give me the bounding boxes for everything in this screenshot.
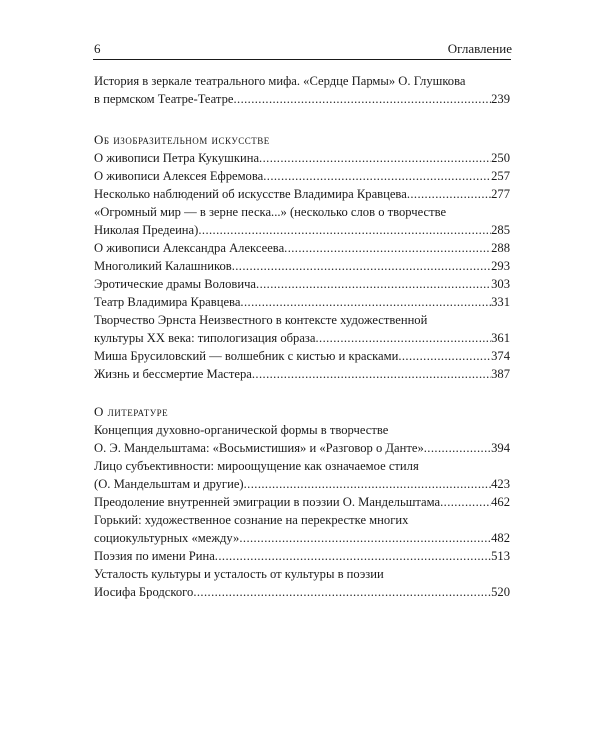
section-title-literature: О литературе: [94, 404, 169, 419]
toc-page-number: 293: [491, 259, 510, 273]
toc-entry-last-line: [94, 493, 510, 511]
toc-page-number: 387: [491, 367, 510, 381]
toc-entry[interactable]: [94, 365, 510, 383]
toc-page-number: 394: [491, 441, 510, 455]
toc-entry[interactable]: [94, 167, 510, 185]
toc-entry-last-line: [94, 529, 510, 547]
toc-entry[interactable]: [94, 565, 510, 601]
toc-entry-last-line: [94, 583, 510, 601]
toc-entry-last-line: [94, 275, 510, 293]
dot-leader: [244, 475, 491, 493]
toc-entry-text: Иосифа Бродского: [94, 585, 194, 599]
toc-entry-text: О. Э. Мандельштама: «Восьмистишия» и «Разговор о Данте»: [94, 441, 424, 455]
dot-leader: [252, 365, 491, 383]
toc-page-number: 361: [491, 331, 510, 345]
toc-entry-text: Жизнь и бессмертие Мастера: [94, 367, 252, 381]
dot-leader: [315, 329, 491, 347]
toc-entry[interactable]: [94, 275, 510, 293]
dot-leader: [263, 167, 491, 185]
toc-entry[interactable]: [94, 547, 510, 565]
toc-entry[interactable]: [94, 493, 510, 511]
dot-leader: [233, 90, 491, 108]
toc-entry-last-line: [94, 239, 510, 257]
toc-entry-last-line: [94, 90, 510, 108]
running-head-title: Оглавление: [447, 41, 512, 56]
toc-page-number: 423: [491, 477, 510, 491]
toc-entry[interactable]: [94, 511, 510, 547]
dot-leader: [256, 275, 491, 293]
toc-page-number: 277: [491, 187, 510, 201]
toc-entry-text: Многоликий Калашников: [94, 259, 232, 273]
toc-page-number: 374: [491, 349, 510, 363]
toc-entry[interactable]: [94, 421, 510, 457]
toc-page-number: 288: [491, 241, 510, 255]
toc-entry[interactable]: [94, 457, 510, 493]
toc-page-number: 331: [491, 295, 510, 309]
toc-page-number: 513: [491, 549, 510, 563]
dot-leader: [424, 439, 491, 457]
toc-entry-line: Творчество Эрнста Неизвестного в контексте художественной: [94, 313, 428, 327]
toc-entry-last-line: [94, 293, 510, 311]
toc-entry[interactable]: [94, 347, 510, 365]
toc-entry-last-line: [94, 149, 510, 167]
toc-entry-text: Театр Владимира Кравцева: [94, 295, 241, 309]
dot-leader: [193, 583, 491, 601]
toc-page-number: 239: [491, 92, 510, 106]
toc-entry[interactable]: [94, 239, 510, 257]
dot-leader: [398, 347, 491, 365]
toc-entry-text: Поэзия по имени Рина: [94, 549, 215, 563]
toc-page-number: 482: [491, 531, 510, 545]
toc-entry[interactable]: [94, 311, 510, 347]
toc-entry-last-line: [94, 439, 510, 457]
toc-entry-text: Несколько наблюдений об искусстве Владимира Кравцева: [94, 187, 407, 201]
dot-leader: [215, 547, 491, 565]
toc-page-number: 520: [491, 585, 510, 599]
toc-entry-last-line: [94, 475, 510, 493]
toc-entry-text: О живописи Александра Алексеева: [94, 241, 285, 255]
toc-page-number: 250: [491, 151, 510, 165]
toc-entry-line: «Огромный мир — в зерне песка...» (несколько слов о творчестве: [94, 205, 447, 219]
toc-entry-text: Николая Предеина): [94, 223, 199, 237]
header-rule: [93, 59, 511, 60]
toc-page-number: 303: [491, 277, 510, 291]
toc-entry-text: социокультурных «между»: [94, 531, 240, 545]
toc-entry-text: культуры XX века: типологизация образа: [94, 331, 316, 345]
toc-entry-last-line: [94, 547, 510, 565]
toc-entry-text: в пермском Театре-Театре: [94, 92, 234, 106]
toc-entry[interactable]: [94, 149, 510, 167]
toc-entry-text: Эротические драмы Воловича: [94, 277, 257, 291]
toc-entry-last-line: [94, 221, 510, 239]
toc-entry-line: Концепция духовно-органической формы в творчестве: [94, 423, 389, 437]
dot-leader: [232, 257, 491, 275]
toc-entry-text: О живописи Петра Кукушкина: [94, 151, 260, 165]
toc-entry-last-line: [94, 347, 510, 365]
dot-leader: [440, 493, 491, 511]
dot-leader: [284, 239, 491, 257]
toc-entry-text: О живописи Алексея Ефремова: [94, 169, 264, 183]
dot-leader: [259, 149, 491, 167]
toc-entry-last-line: [94, 257, 510, 275]
toc-entry-last-line: [94, 329, 510, 347]
toc-entry-line: Усталость культуры и усталость от культуры в поэзии: [94, 567, 384, 581]
toc-entry-text: Миша Брусиловский — волшебник с кистью и красками: [94, 349, 399, 363]
toc-entry[interactable]: [94, 203, 510, 239]
toc-entry-last-line: [94, 167, 510, 185]
toc-entry-last-line: [94, 185, 510, 203]
section-title-visual-art: Об изобразительном искусстве: [94, 132, 270, 147]
dot-leader: [198, 221, 491, 239]
toc-entry-line: История в зеркале театрального мифа. «Сердце Пармы» О. Глушкова: [94, 74, 466, 88]
dot-leader: [407, 185, 491, 203]
page-number: 6: [94, 41, 101, 56]
toc-entry[interactable]: [94, 293, 510, 311]
toc-entry[interactable]: [94, 257, 510, 275]
dot-leader: [239, 529, 491, 547]
dot-leader: [240, 293, 491, 311]
toc-page-number: 285: [491, 223, 510, 237]
toc-entry-last-line: [94, 365, 510, 383]
toc-entry-text: Преодоление внутренней эмиграции в поэзии О. Мандельштама: [94, 495, 441, 509]
toc-page-number: 257: [491, 169, 510, 183]
toc-entry-line: Лицо субъективности: мироощущение как означаемое стиля: [94, 459, 419, 473]
table-of-contents: [94, 72, 510, 601]
toc-entry-text: (О. Мандельштам и другие): [94, 477, 244, 491]
toc-page-number: 462: [491, 495, 510, 509]
toc-entry[interactable]: [94, 72, 510, 108]
toc-entry[interactable]: [94, 185, 510, 203]
toc-entry-line: Горький: художественное сознание на перекрестке многих: [94, 513, 409, 527]
